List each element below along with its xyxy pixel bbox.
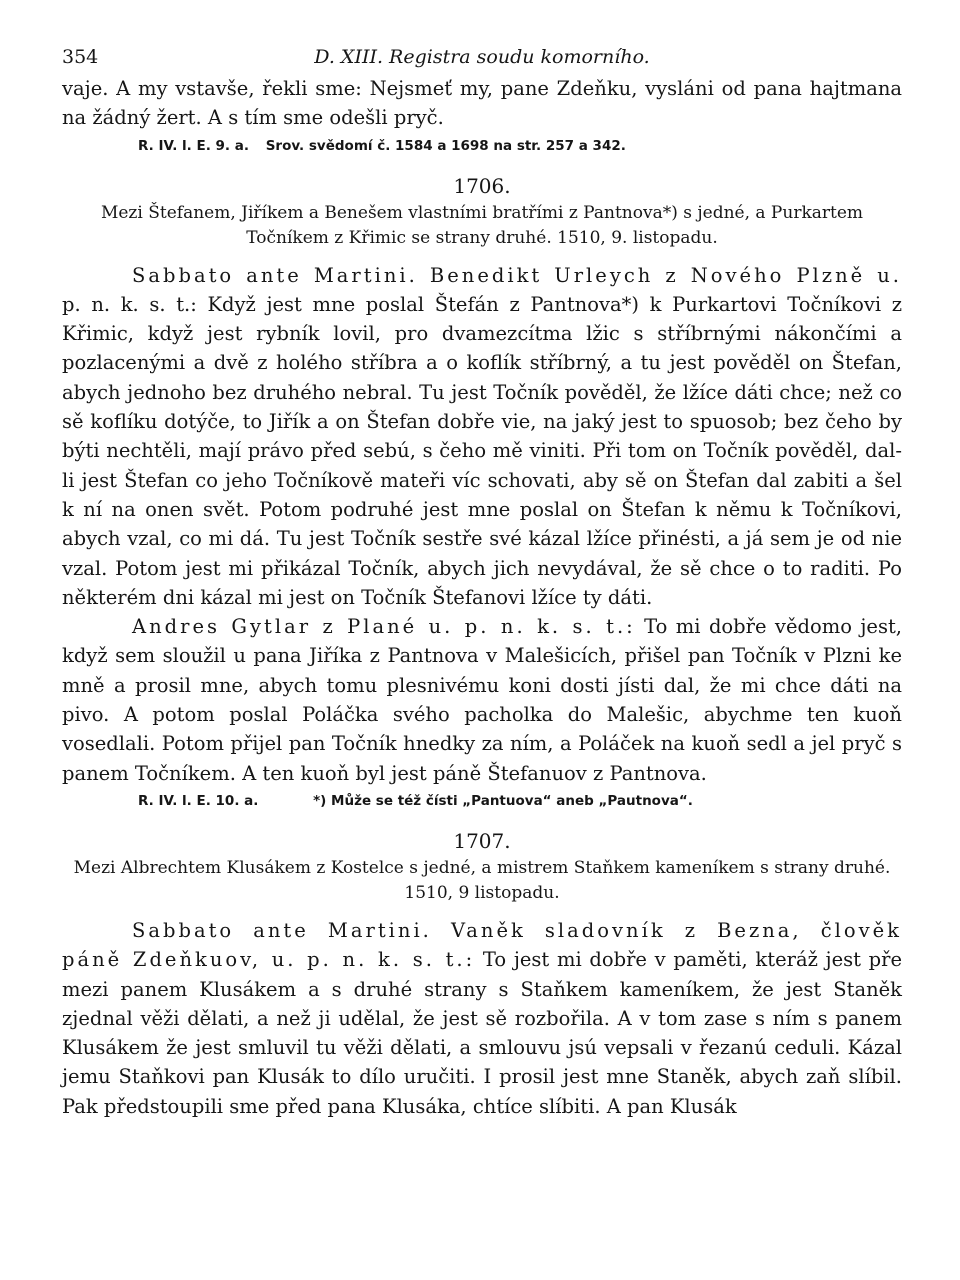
entry-title-1706 [62, 201, 902, 251]
page-number: 354 [62, 46, 99, 68]
testimony-text: p. n. k. s. t.: Když jest mne poslal Štefán z Pantnova*) k Purkartovi Točníkovi z Křimic, když jest rybník lovil, pro dvamezcítma lžic s stříbrnými nákončími a pozlacenými a dvě z holého stříbra a o koflík stříbrný, a tu jest pověděl on Štefan, abych jednoho bez druhého nebral. Tu jest Točník pověděl, že lžíce dáti chce; než co sě koflíku dotýče, to Jiřík a on Štefan dobře vie, na jaký jest to spuosob; bez čeho by býti nechtěli, mají právo před sebú, s čeho mě viniti. Při tom on Točník pověděl, dal-li jest Štefan co jeho Točníkově mateři víc schovati, aby sě on Štefan dal zabiti a šel k ní na onen svět. Potom podruhé jest mne poslal on Štefan k němu k Točníkovi, abych vzal, co mi dá. Tu jest Točník sestře své kázal lžíce přinésti, a já sem je od nie vzal. Potom jest mi přikázal Točník, abych jich nevydával, že sě chce o to raditi. Po některém dni kázal mi jest on Točník Štefanovi lžíce ty dáti. [62, 292, 902, 609]
entry-number-1706: 1706. [453, 173, 511, 198]
testimony-intro: Sabbato ante Martini. Benedikt Urleych z Nového Plzně u. [132, 263, 902, 287]
testimony-paragraph-2 [62, 612, 902, 788]
entry-title-line1: Mezi Albrechtem Klusákem z Kostelce s jedné, a mistrem Staňkem kameníkem s strany druhé. [73, 857, 891, 878]
entry-title-1707 [62, 856, 902, 906]
entry-title-line2: 1510, 9 listopadu. [404, 882, 560, 903]
continuation-reference [138, 135, 902, 157]
reference-text: R. IV. l. E. 10. a. [138, 792, 259, 809]
testimony-text: To mi dobře vědomo jest, když sem sloužil u pana Jiříka z Pantnova v Malešicích, přišel pan Točník v Plzni ke mně a prosil mne, abych tomu plesnivému koni dosti jísti dal, že mi chce dáti na pivo. A potom poslal Poláčka svého pacholka do Malešic, abychme ten kuoň vosedlali. Potom přijel pan Točník hnedky za ním, a Poláček na kuoň sedl a jel pryč s panem Točníkem. A ten kuoň byl jest páně Štefanuov z Pantnova. [62, 615, 902, 785]
document-page [62, 40, 902, 1121]
testimony-intro: Andres Gytlar z Plané u. p. n. k. s. t.: [132, 615, 636, 639]
reference-note: Srov. svědomí č. 1584 a 1698 na str. 257 a 342. [265, 137, 626, 154]
entry-number-1707: 1707. [453, 828, 511, 853]
page-header [62, 40, 902, 74]
testimony-paragraph-3 [62, 916, 902, 1121]
entry-reference-1706 [138, 790, 902, 812]
testimony-paragraph-1 [62, 261, 902, 613]
testimony-text: To jest mi dobře v paměti, kteráž jest pře mezi panem Klusákem a s druhé strany s Staňkem kameníkem, že jest Staněk zjednal věži dělati, a než ji udělal, že jest sě rozbořila. A v tom zase s ním s panem Klusákem že jest smluvil tu věži dělati, a smlouvu jsú vepsali v řezanú ceduli. Kázal jemu Staňkovi pan Klusák to dílo uručiti. I prosil jest mne Staněk, abych zaň slíbil. Pak předstoupili sme před pana Klusáka, chtíce slíbiti. A pan Klusák [62, 948, 902, 1118]
reference-text: R. IV. l. E. 9. a. [138, 137, 249, 154]
testimony-intro: Sabbato ante Martini. Vaněk sladovník z Bezna, člověk páně Zdeňkuov, u. p. n. k. s. t.: [62, 918, 902, 972]
entry-title-line2: Točníkem z Křimic se strany druhé. 1510, 9. listopadu. [246, 227, 718, 248]
entry-title-line1: Mezi Štefanem, Jiříkem a Benešem vlastními bratřími z Pantnova*) s jedné, a Purkartem [100, 202, 864, 223]
continuation-paragraph: vaje. A my vstavše, řekli sme: Nejsmeť my, pane Zdeňku, vysláni od pana hajtmana na žádný žert. A s tím sme odešli pryč. [62, 77, 902, 130]
footnote: *) Může se též čísti „Pantuova“ aneb „Pautnova“. [313, 792, 693, 809]
running-title: D. XIII. Registra soudu komorního. [314, 46, 650, 68]
